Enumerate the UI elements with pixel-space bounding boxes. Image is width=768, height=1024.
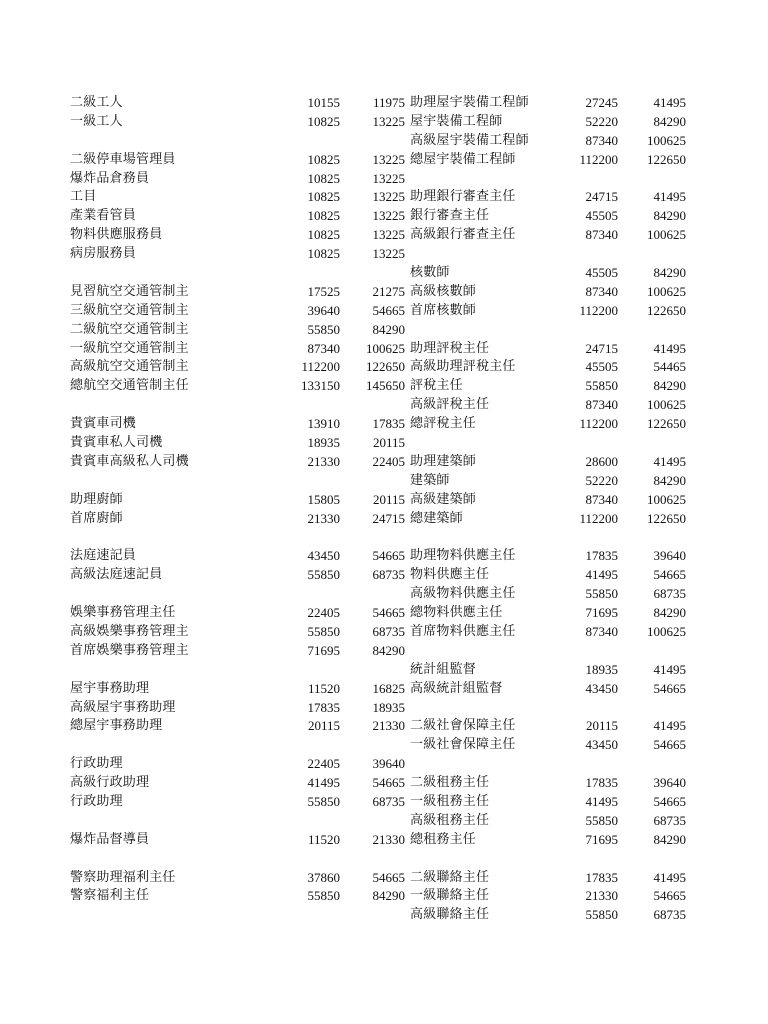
salary-min: 55850 — [307, 623, 340, 639]
salary-max: 20115 — [372, 491, 405, 507]
salary-min: 55850 — [585, 812, 618, 828]
salary-min: 22405 — [307, 756, 340, 772]
salary-max: 13225 — [372, 227, 405, 243]
salary-max: 84290 — [653, 208, 686, 224]
salary-max: 13225 — [372, 208, 405, 224]
salary-max: 21330 — [372, 718, 405, 734]
salary-min: 13910 — [307, 416, 340, 432]
salary-min: 22405 — [307, 605, 340, 621]
job-title: 高級娛樂事務管理主 — [70, 623, 189, 639]
salary-min: 112200 — [579, 151, 618, 167]
salary-max: 21275 — [372, 283, 405, 299]
salary-row — [70, 604, 405, 623]
salary-row — [70, 793, 405, 812]
salary-max: 13225 — [372, 113, 405, 129]
salary-max: 122650 — [647, 416, 686, 432]
salary-row — [410, 132, 700, 151]
salary-row — [70, 358, 405, 377]
salary-max: 84290 — [653, 472, 686, 488]
salary-row — [70, 226, 405, 245]
salary-max: 84290 — [653, 378, 686, 394]
salary-max: 68735 — [653, 907, 686, 923]
salary-min: 52220 — [585, 472, 618, 488]
salary-max: 41495 — [653, 718, 686, 734]
salary-max: 24715 — [372, 510, 405, 526]
salary-min: 11520 — [307, 831, 340, 847]
job-title: 總租務主任 — [410, 831, 477, 847]
salary-min: 10825 — [307, 151, 340, 167]
job-title: 法庭速記員 — [70, 548, 137, 564]
salary-min: 71695 — [307, 642, 340, 658]
salary-min: 18935 — [307, 435, 340, 451]
salary-max: 68735 — [653, 586, 686, 602]
salary-min: 20115 — [585, 718, 618, 734]
salary-max: 17835 — [372, 416, 405, 432]
salary-max: 54665 — [372, 775, 405, 791]
job-title: 總屋宇裝備工程師 — [410, 151, 516, 167]
salary-max: 41495 — [653, 869, 686, 885]
salary-max: 68735 — [372, 623, 405, 639]
job-title: 貴賓車高級私人司機 — [70, 453, 189, 469]
salary-max: 11975 — [372, 95, 405, 110]
salary-row — [410, 906, 700, 925]
salary-max: 84290 — [653, 605, 686, 621]
salary-row — [410, 358, 700, 377]
salary-row — [410, 396, 700, 415]
salary-max: 54665 — [372, 869, 405, 885]
salary-row — [70, 699, 405, 718]
group-spacer — [410, 850, 700, 869]
job-title: 首席核數師 — [410, 302, 477, 318]
job-title: 高級銀行審查主任 — [410, 227, 516, 243]
salary-max: 18935 — [372, 699, 405, 715]
salary-row — [70, 566, 405, 585]
salary-min: 17525 — [307, 283, 340, 299]
salary-max: 84290 — [372, 642, 405, 658]
salary-row — [410, 680, 700, 699]
salary-max: 41495 — [653, 453, 686, 469]
job-title: 一級航空交通管制主 — [70, 340, 189, 356]
salary-max: 68735 — [372, 793, 405, 809]
salary-min: 52220 — [585, 113, 618, 129]
salary-row — [410, 340, 700, 359]
salary-min: 45505 — [585, 208, 618, 224]
job-title: 見習航空交通管制主 — [70, 283, 189, 299]
salary-max: 84290 — [653, 831, 686, 847]
salary-min: 39640 — [307, 302, 340, 318]
salary-min: 27245 — [585, 95, 618, 110]
job-title: 行政助理 — [70, 756, 123, 772]
salary-max: 54665 — [372, 302, 405, 318]
salary-min: 55850 — [307, 321, 340, 337]
job-title: 高級建築師 — [410, 491, 477, 507]
salary-min: 87340 — [585, 491, 618, 507]
job-title: 貴賓車司機 — [70, 416, 137, 432]
group-spacer — [70, 736, 370, 755]
job-title: 高級聯絡主任 — [410, 907, 490, 923]
job-title: 高級助理評稅主任 — [410, 359, 516, 375]
salary-row — [410, 812, 700, 831]
salary-row — [70, 623, 405, 642]
salary-row — [410, 207, 700, 226]
job-title: 一級聯絡主任 — [410, 888, 490, 904]
salary-row — [410, 774, 700, 793]
salary-max: 84290 — [653, 113, 686, 129]
salary-row — [70, 680, 405, 699]
job-title: 高級屋宇裝備工程師 — [410, 132, 529, 148]
job-title: 核數師 — [410, 265, 450, 281]
salary-min: 10825 — [307, 170, 340, 186]
salary-row — [70, 113, 405, 132]
job-title: 總建築師 — [410, 510, 463, 526]
group-spacer — [70, 264, 370, 283]
salary-max: 39640 — [653, 775, 686, 791]
salary-row — [410, 717, 700, 736]
salary-min: 43450 — [585, 680, 618, 696]
salary-min: 10825 — [307, 208, 340, 224]
job-title: 二級社會保障主任 — [410, 718, 516, 734]
salary-row — [70, 245, 405, 264]
salary-max: 54465 — [653, 359, 686, 375]
job-title: 二級工人 — [70, 95, 123, 110]
salary-max: 54665 — [372, 548, 405, 564]
salary-max: 39640 — [653, 548, 686, 564]
salary-min: 21330 — [585, 888, 618, 904]
salary-min: 10825 — [307, 189, 340, 205]
group-spacer — [410, 699, 700, 718]
group-spacer — [410, 321, 700, 340]
salary-min: 24715 — [585, 189, 618, 205]
salary-max: 13225 — [372, 151, 405, 167]
group-spacer — [410, 245, 700, 264]
salary-max: 41495 — [653, 95, 686, 110]
salary-min: 41495 — [307, 775, 340, 791]
salary-min: 55850 — [307, 888, 340, 904]
salary-min: 17835 — [307, 699, 340, 715]
right-salary-column — [410, 94, 700, 925]
salary-min: 11520 — [307, 680, 340, 696]
salary-max: 54665 — [653, 737, 686, 753]
job-title: 助理銀行審查主任 — [410, 189, 516, 205]
salary-row — [410, 566, 700, 585]
job-title: 評稅主任 — [410, 378, 463, 394]
group-spacer — [70, 528, 370, 547]
job-title: 高級評稅主任 — [410, 397, 490, 413]
salary-min: 133150 — [301, 378, 340, 394]
salary-max: 21330 — [372, 831, 405, 847]
job-title: 物料供應服務員 — [70, 227, 163, 243]
salary-max: 54665 — [653, 793, 686, 809]
salary-max: 54665 — [653, 680, 686, 696]
salary-row — [410, 547, 700, 566]
job-title: 二級聯絡主任 — [410, 869, 490, 885]
salary-min: 87340 — [585, 397, 618, 413]
salary-row — [410, 585, 700, 604]
salary-max: 100625 — [647, 283, 686, 299]
job-title: 貴賓車私人司機 — [70, 435, 163, 451]
salary-row — [410, 302, 700, 321]
job-title: 助理建築師 — [410, 453, 477, 469]
job-title: 病房服務員 — [70, 246, 137, 262]
job-title: 首席廚師 — [70, 510, 123, 526]
salary-min: 21330 — [307, 453, 340, 469]
salary-row — [410, 472, 700, 491]
salary-max: 68735 — [372, 567, 405, 583]
job-title: 助理評稅主任 — [410, 340, 490, 356]
salary-row — [410, 491, 700, 510]
salary-max: 145650 — [366, 378, 405, 394]
salary-max: 68735 — [653, 812, 686, 828]
salary-row — [70, 547, 405, 566]
salary-min: 112200 — [579, 510, 618, 526]
salary-max: 100625 — [647, 227, 686, 243]
job-title: 爆炸品倉務員 — [70, 170, 150, 186]
salary-min: 55850 — [585, 907, 618, 923]
salary-row — [70, 510, 405, 529]
salary-row — [410, 869, 700, 888]
job-title: 高級租務主任 — [410, 812, 490, 828]
salary-min: 87340 — [585, 132, 618, 148]
job-title: 工目 — [70, 189, 97, 205]
job-title: 行政助理 — [70, 793, 123, 809]
salary-max: 20115 — [372, 435, 405, 451]
salary-min: 18935 — [585, 661, 618, 677]
salary-row — [70, 188, 405, 207]
job-title: 總物料供應主任 — [410, 605, 503, 621]
salary-min: 17835 — [585, 548, 618, 564]
salary-row — [410, 604, 700, 623]
salary-min: 41495 — [585, 793, 618, 809]
group-spacer — [410, 755, 700, 774]
salary-row — [70, 151, 405, 170]
job-title: 助理物料供應主任 — [410, 548, 516, 564]
salary-row — [70, 434, 405, 453]
salary-min: 45505 — [585, 359, 618, 375]
group-spacer — [410, 528, 700, 547]
salary-min: 21330 — [307, 510, 340, 526]
job-title: 總評稅主任 — [410, 416, 477, 432]
job-title: 高級航空交通管制主 — [70, 359, 189, 375]
salary-min: 15805 — [307, 491, 340, 507]
job-title: 一級工人 — [70, 113, 123, 129]
group-spacer — [70, 812, 370, 831]
job-title: 高級統計組監督 — [410, 680, 503, 696]
salary-max: 100625 — [366, 340, 405, 356]
job-title: 助理屋宇裝備工程師 — [410, 95, 529, 110]
group-spacer — [70, 472, 370, 491]
salary-max: 122650 — [647, 151, 686, 167]
salary-min: 10825 — [307, 113, 340, 129]
job-title: 娛樂事務管理主任 — [70, 605, 176, 621]
left-salary-column — [70, 94, 405, 906]
salary-max: 13225 — [372, 189, 405, 205]
job-title: 高級物料供應主任 — [410, 586, 516, 602]
job-title: 爆炸品督導員 — [70, 831, 150, 847]
salary-min: 37860 — [307, 869, 340, 885]
salary-row — [410, 377, 700, 396]
salary-row — [410, 661, 700, 680]
salary-max: 16825 — [372, 680, 405, 696]
job-title: 統計組監督 — [410, 661, 477, 677]
job-title: 建築師 — [410, 472, 450, 488]
salary-row — [70, 283, 405, 302]
salary-row — [70, 887, 405, 906]
salary-row — [70, 377, 405, 396]
group-spacer — [70, 132, 370, 151]
salary-min: 55850 — [585, 378, 618, 394]
salary-min: 112200 — [301, 359, 340, 375]
salary-row — [410, 510, 700, 529]
salary-row — [70, 415, 405, 434]
salary-max: 22405 — [372, 453, 405, 469]
salary-row — [70, 755, 405, 774]
group-spacer — [70, 850, 370, 869]
salary-max: 84290 — [653, 265, 686, 281]
salary-min: 112200 — [579, 302, 618, 318]
salary-row — [70, 717, 405, 736]
salary-row — [70, 94, 405, 113]
job-title: 產業看管員 — [70, 208, 137, 224]
salary-row — [70, 491, 405, 510]
salary-min: 55850 — [307, 567, 340, 583]
salary-min: 71695 — [585, 831, 618, 847]
group-spacer — [70, 396, 370, 415]
salary-row — [410, 188, 700, 207]
job-title: 總航空交通管制主任 — [70, 378, 189, 394]
job-title: 警察福利主任 — [70, 888, 150, 904]
salary-row — [410, 415, 700, 434]
salary-max: 54665 — [653, 567, 686, 583]
group-spacer — [410, 434, 700, 453]
group-spacer — [410, 642, 700, 661]
salary-min: 87340 — [307, 340, 340, 356]
salary-row — [410, 623, 700, 642]
salary-row — [70, 170, 405, 189]
salary-max: 100625 — [647, 491, 686, 507]
salary-row — [70, 774, 405, 793]
salary-min: 43450 — [585, 737, 618, 753]
salary-min: 87340 — [585, 283, 618, 299]
salary-max: 39640 — [372, 756, 405, 772]
salary-row — [410, 226, 700, 245]
salary-row — [70, 321, 405, 340]
job-title: 高級屋宇事務助理 — [70, 699, 176, 715]
job-title: 警察助理福利主任 — [70, 869, 176, 885]
job-title: 三級航空交通管制主 — [70, 302, 189, 318]
salary-row — [410, 151, 700, 170]
job-title: 屋宇事務助理 — [70, 680, 150, 696]
salary-row — [410, 887, 700, 906]
group-spacer — [70, 585, 370, 604]
salary-min: 45505 — [585, 265, 618, 281]
salary-max: 41495 — [653, 340, 686, 356]
job-title: 總屋宇事務助理 — [70, 718, 163, 734]
job-title: 高級法庭速記員 — [70, 567, 163, 583]
salary-row — [410, 793, 700, 812]
salary-min: 17835 — [585, 869, 618, 885]
salary-row — [410, 736, 700, 755]
salary-min: 28600 — [585, 453, 618, 469]
salary-max: 41495 — [653, 661, 686, 677]
job-title: 二級航空交通管制主 — [70, 321, 189, 337]
salary-min: 10825 — [307, 227, 340, 243]
salary-row — [70, 831, 405, 850]
job-title: 首席娛樂事務管理主 — [70, 642, 189, 658]
salary-max: 100625 — [647, 132, 686, 148]
salary-row — [410, 94, 700, 113]
job-title: 二級租務主任 — [410, 775, 490, 791]
job-title: 屋宇裝備工程師 — [410, 113, 503, 129]
salary-row — [70, 302, 405, 321]
salary-row — [410, 283, 700, 302]
salary-max: 84290 — [372, 321, 405, 337]
job-title: 高級行政助理 — [70, 775, 150, 791]
salary-min: 71695 — [585, 605, 618, 621]
job-title: 銀行審查主任 — [410, 208, 490, 224]
salary-min: 112200 — [579, 416, 618, 432]
job-title: 高級核數師 — [410, 283, 477, 299]
salary-max: 100625 — [647, 623, 686, 639]
salary-min: 55850 — [585, 586, 618, 602]
salary-row — [70, 207, 405, 226]
salary-max: 122650 — [647, 510, 686, 526]
salary-min: 20115 — [307, 718, 340, 734]
salary-min: 17835 — [585, 775, 618, 791]
job-title: 一級租務主任 — [410, 793, 490, 809]
salary-max: 13225 — [372, 246, 405, 262]
salary-max: 13225 — [372, 170, 405, 186]
job-title: 物料供應主任 — [410, 567, 490, 583]
job-title: 一級社會保障主任 — [410, 737, 516, 753]
job-title: 二級停車場管理員 — [70, 151, 176, 167]
salary-row — [410, 831, 700, 850]
salary-max: 41495 — [653, 189, 686, 205]
salary-max: 100625 — [647, 397, 686, 413]
salary-min: 10155 — [307, 95, 340, 110]
salary-row — [410, 453, 700, 472]
salary-min: 24715 — [585, 340, 618, 356]
salary-max: 122650 — [647, 302, 686, 318]
salary-min: 87340 — [585, 623, 618, 639]
salary-max: 54665 — [372, 605, 405, 621]
salary-max: 122650 — [366, 359, 405, 375]
group-spacer — [70, 661, 370, 680]
salary-row — [70, 340, 405, 359]
salary-row — [70, 869, 405, 888]
job-title: 首席物料供應主任 — [410, 623, 516, 639]
salary-max: 54665 — [653, 888, 686, 904]
salary-min: 55850 — [307, 793, 340, 809]
salary-max: 84290 — [372, 888, 405, 904]
salary-min: 10825 — [307, 246, 340, 262]
salary-row — [410, 113, 700, 132]
salary-row — [70, 453, 405, 472]
job-title: 助理廚師 — [70, 491, 123, 507]
salary-min: 87340 — [585, 227, 618, 243]
group-spacer — [410, 170, 700, 189]
salary-min: 41495 — [585, 567, 618, 583]
salary-row — [410, 264, 700, 283]
salary-row — [70, 642, 405, 661]
salary-min: 43450 — [307, 548, 340, 564]
